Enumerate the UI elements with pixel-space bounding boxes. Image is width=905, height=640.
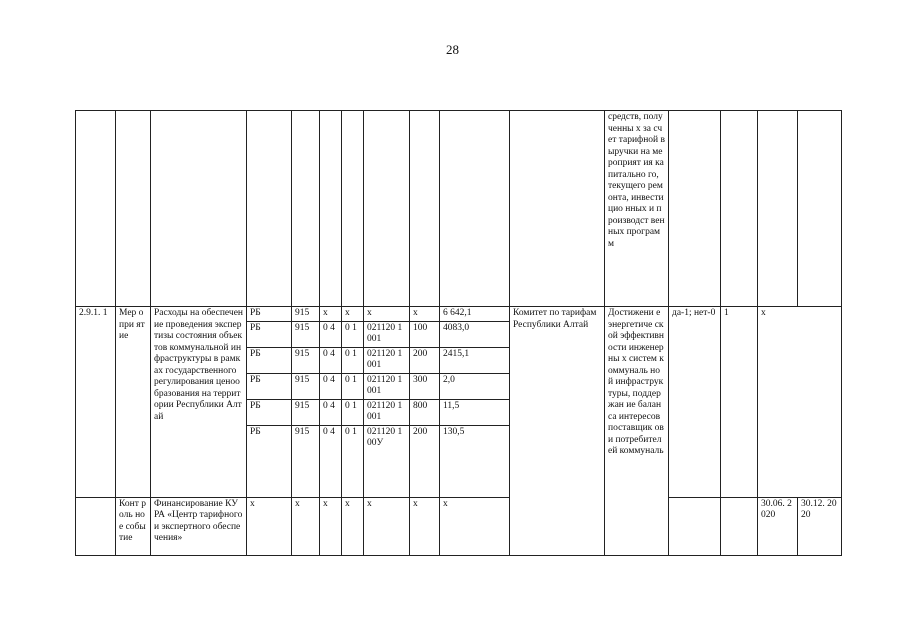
budget-csr: х [364,307,410,322]
executor: Комитет по тарифам Республики Алтай [510,307,605,556]
event-grbs: х [292,497,320,555]
table-cell [721,111,758,307]
budget-rz: 0 4 [320,373,342,399]
item-name: Расходы на обеспечение проведения экспертизы состояния объектов коммунальной инфраструктуры в рамках государственного регулирования ценообразования на территории Республики Алтай [151,307,247,498]
budget-rz: 0 4 [320,347,342,373]
budget-source: РБ [247,321,292,347]
budget-pr: 0 1 [342,373,364,399]
table-row [76,307,842,322]
budget-vr: 100 [410,321,440,347]
value: 1 [721,307,758,498]
table-cell [798,111,842,307]
budget-amount: 11,5 [440,399,510,425]
budget-pr: 0 1 [342,425,364,497]
budget-csr: 021120 1001 [364,373,410,399]
budget-source: РБ [247,399,292,425]
budget-source: РБ [247,307,292,322]
table-cell [342,111,364,307]
budget-rz: 0 4 [320,425,342,497]
table-cell [76,497,116,555]
table-cell [76,111,116,307]
table-cell [151,111,247,307]
budget-grbs: 915 [292,347,320,373]
budget-csr: 021120 1001 [364,347,410,373]
table-cell [758,111,798,307]
event-csr: х [364,497,410,555]
program-table [75,110,842,556]
table-cell [510,111,605,307]
budget-pr: 0 1 [342,321,364,347]
budget-amount: 2,0 [440,373,510,399]
date-end: 30.12. 2020 [798,497,842,555]
budget-grbs: 915 [292,321,320,347]
budget-source: РБ [247,347,292,373]
table-cell [721,497,758,555]
table-row [76,111,842,307]
budget-pr: 0 1 [342,399,364,425]
table-row [76,497,842,555]
budget-csr: 021120 1001 [364,321,410,347]
budget-grbs: 915 [292,399,320,425]
event-source: х [247,497,292,555]
budget-rz: 0 4 [320,399,342,425]
item-number: 2.9.1. 1 [76,307,116,498]
budget-grbs: 915 [292,425,320,497]
budget-amount: 4083,0 [440,321,510,347]
event-rz: х [320,497,342,555]
budget-vr: 800 [410,399,440,425]
budget-pr: х [342,307,364,322]
budget-rz: х [320,307,342,322]
budget-amount: 6 642,1 [440,307,510,322]
event-amount: х [440,497,510,555]
table-cell [247,111,292,307]
table-cell [410,111,440,307]
table-cell [292,111,320,307]
item-type: Мер опри ятие [116,307,151,498]
budget-csr: 021120 1001 [364,399,410,425]
budget-source: РБ [247,425,292,497]
budget-grbs: 915 [292,307,320,322]
table-cell [440,111,510,307]
budget-amount: 2415,1 [440,347,510,373]
indicator: Достижени е энергетиче ской эффективн ости инженерны х систем коммуналь ной инфраструк туры, поддержан ие баланса интересов поставщик ов и потребител ей коммуналь [605,307,669,556]
table-cell [116,111,151,307]
budget-grbs: 915 [292,373,320,399]
budget-vr: х [410,307,440,322]
budget-source: РБ [247,373,292,399]
table-cell [669,497,721,555]
budget-pr: 0 1 [342,347,364,373]
budget-vr: 300 [410,373,440,399]
event-type: Конт роль ное собы тие [116,497,151,555]
page-number: 28 [446,42,459,57]
unit: да-1; нет-0 [669,307,721,498]
budget-vr: 200 [410,347,440,373]
budget-vr: 200 [410,425,440,497]
event-name: Финансирование КУ РА «Центр тарифного и экспертного обеспечения» [151,497,247,555]
table-cell [320,111,342,307]
table-cell [669,111,721,307]
date-mark: х [758,307,842,498]
date-start: 30.06. 2020 [758,497,798,555]
budget-amount: 130,5 [440,425,510,497]
indicator-cell: средств, полученны х за счет тарифной выручки на мероприят ия капитально го, текущего ремонта, инвестицио нных и производст венных программ [605,111,669,307]
event-vr: х [410,497,440,555]
budget-rz: 0 4 [320,321,342,347]
table-cell [364,111,410,307]
event-pr: х [342,497,364,555]
budget-csr: 021120 100У [364,425,410,497]
